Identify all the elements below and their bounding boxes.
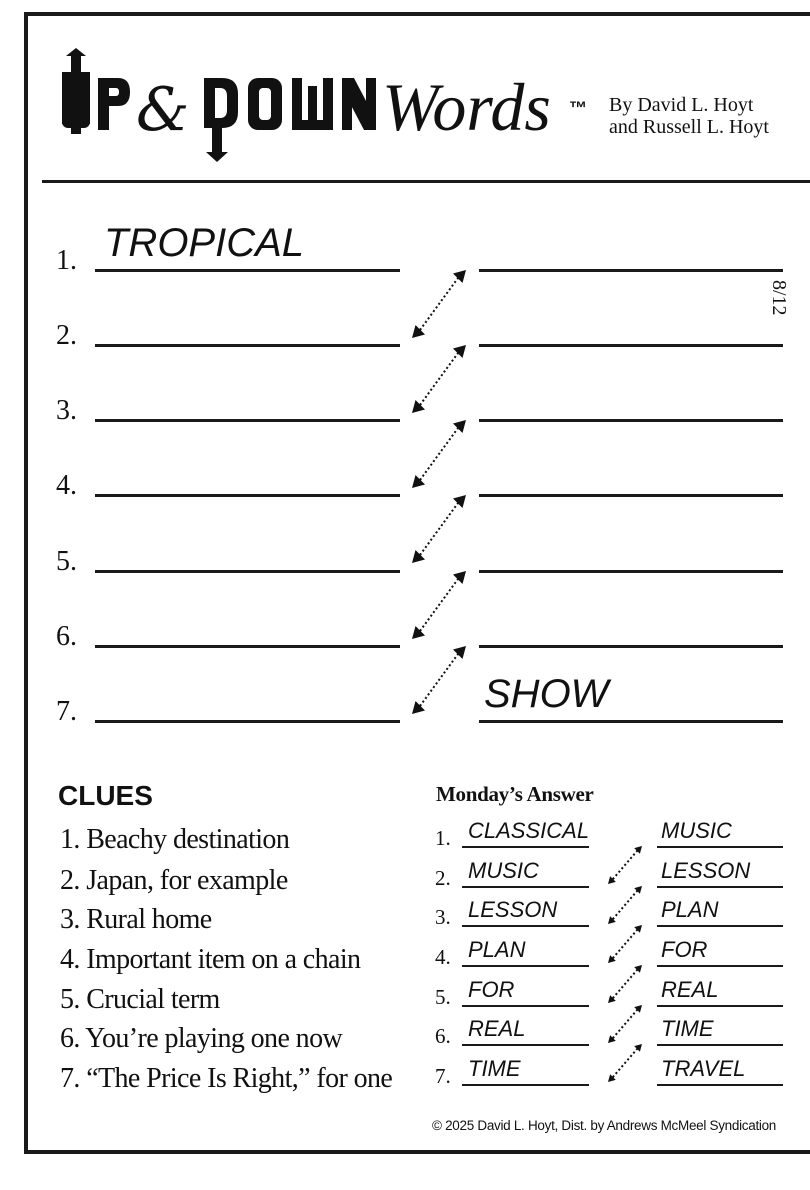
previous-right-word: REAL	[661, 977, 719, 1002]
previous-left-line	[462, 846, 589, 848]
clue-item: 2. Japan, for example	[60, 865, 288, 896]
link-arrow-icon	[412, 270, 466, 338]
clue-number: 5.	[56, 546, 77, 577]
clue-number: 7.	[56, 696, 77, 727]
link-arrow-icon	[412, 420, 466, 488]
left-answer-line[interactable]	[95, 344, 400, 347]
previous-answer-heading: Monday’s Answer	[436, 782, 594, 806]
previous-right-line	[657, 886, 783, 888]
previous-left-line	[462, 1084, 589, 1086]
left-answer-line[interactable]	[95, 645, 400, 648]
clue-item: 1. Beachy destination	[60, 824, 290, 855]
left-answer-line[interactable]	[95, 720, 400, 723]
clues-heading: CLUES	[58, 780, 153, 811]
svg-text:™: ™	[569, 98, 587, 118]
previous-link-arrow-icon	[608, 886, 642, 924]
link-arrow-icon	[412, 646, 466, 714]
previous-right-word: MUSIC	[661, 818, 732, 843]
clue-number: 6.	[56, 621, 77, 652]
byline-line-1: By David L. Hoyt	[609, 94, 754, 116]
left-answer-line[interactable]	[95, 494, 400, 497]
byline-line-2: and Russell L. Hoyt	[609, 116, 769, 138]
right-answer-line[interactable]	[479, 494, 783, 497]
previous-left-word: REAL	[468, 1016, 526, 1041]
header-divider	[42, 180, 810, 183]
right-answer-line[interactable]	[479, 645, 783, 648]
previous-right-line	[657, 846, 783, 848]
previous-right-word: TIME	[661, 1016, 714, 1041]
clue-item: 4. Important item on a chain	[60, 944, 361, 975]
previous-left-line	[462, 925, 589, 927]
left-answer-line[interactable]	[95, 570, 400, 573]
link-arrow-icon	[412, 345, 466, 413]
previous-left-word: LESSON	[468, 897, 558, 922]
previous-right-word: TRAVEL	[661, 1056, 746, 1081]
previous-left-word: CLASSICAL	[468, 818, 590, 843]
previous-number: 1.	[435, 826, 451, 850]
previous-left-word: FOR	[468, 977, 515, 1002]
link-arrow-icon	[412, 571, 466, 639]
right-answer-line[interactable]	[479, 269, 783, 272]
previous-left-line	[462, 1044, 589, 1046]
left-answer-line[interactable]	[95, 419, 400, 422]
up-and-down-words-logo	[52, 48, 612, 166]
clue-item: 7. “The Price Is Right,” for one	[60, 1063, 393, 1094]
previous-link-arrow-icon	[608, 965, 642, 1003]
copyright-notice: © 2025 David L. Hoyt, Dist. by Andrews McMeel Syndication	[432, 1118, 777, 1133]
previous-left-word: TIME	[468, 1056, 521, 1081]
left-answer-line[interactable]	[95, 269, 400, 272]
right-answer-word: SHOW	[484, 672, 609, 716]
clue-item: 6. You’re playing one now	[60, 1023, 343, 1054]
svg-text:Words: Words	[382, 69, 551, 145]
left-answer-word: TROPICAL	[104, 221, 305, 265]
right-answer-line[interactable]	[479, 570, 783, 573]
previous-left-line	[462, 1005, 589, 1007]
link-arrow-icon	[412, 495, 466, 563]
previous-right-line	[657, 1005, 783, 1007]
date-code: 8/12	[768, 280, 790, 316]
byline	[609, 94, 769, 138]
previous-right-line	[657, 925, 783, 927]
clue-item: 5. Crucial term	[60, 984, 220, 1015]
clue-number: 2.	[56, 320, 77, 351]
clue-number: 3.	[56, 395, 77, 426]
previous-number: 4.	[435, 945, 451, 969]
previous-left-word: PLAN	[468, 937, 526, 962]
previous-right-line	[657, 1044, 783, 1046]
previous-number: 3.	[435, 905, 451, 929]
svg-text:&: &	[136, 75, 190, 145]
previous-left-line	[462, 965, 589, 967]
right-answer-line[interactable]	[479, 419, 783, 422]
previous-right-line	[657, 1084, 783, 1086]
previous-left-word: MUSIC	[468, 858, 539, 883]
previous-link-arrow-icon	[608, 1005, 642, 1043]
previous-number: 7.	[435, 1064, 451, 1088]
previous-link-arrow-icon	[608, 925, 642, 963]
right-answer-line[interactable]	[479, 344, 783, 347]
previous-link-arrow-icon	[608, 846, 642, 884]
clue-item: 3. Rural home	[60, 904, 212, 935]
previous-number: 5.	[435, 985, 451, 1009]
previous-number: 6.	[435, 1024, 451, 1048]
previous-right-word: PLAN	[661, 897, 719, 922]
previous-right-word: FOR	[661, 937, 708, 962]
previous-number: 2.	[435, 866, 451, 890]
previous-link-arrow-icon	[608, 1044, 642, 1082]
previous-right-word: LESSON	[661, 858, 751, 883]
previous-left-line	[462, 886, 589, 888]
right-answer-line[interactable]	[479, 720, 783, 723]
clue-number: 4.	[56, 470, 77, 501]
clue-number: 1.	[56, 245, 77, 276]
previous-right-line	[657, 965, 783, 967]
